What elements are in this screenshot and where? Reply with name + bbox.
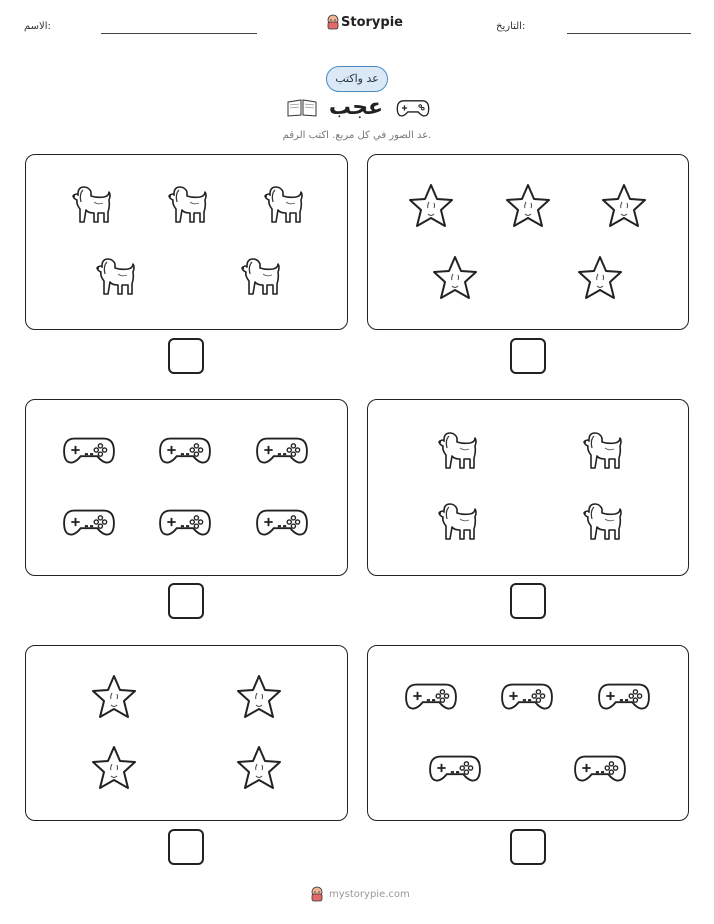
page-title: عجب [328, 95, 384, 120]
answer-box-mid-right[interactable] [510, 583, 546, 619]
star-icon [406, 182, 456, 230]
count-panel-top-left [25, 154, 348, 330]
dog-icon [575, 499, 627, 545]
storypie-mascot-icon [310, 886, 324, 902]
gamepad-icon [428, 751, 482, 785]
name-line[interactable] [101, 33, 257, 34]
count-panel-mid-right [367, 399, 689, 576]
dog-icon [430, 428, 482, 474]
date-label: التاريخ: [496, 21, 526, 32]
star-icon [234, 744, 284, 792]
activity-badge: عد واكتب [326, 66, 388, 92]
date-line[interactable] [567, 33, 691, 34]
answer-box-bottom-left[interactable] [168, 829, 204, 865]
answer-box-top-right[interactable] [510, 338, 546, 374]
star-icon [89, 744, 139, 792]
footer [310, 885, 410, 905]
name-label: الاسم: [24, 21, 51, 32]
gamepad-icon [573, 751, 627, 785]
gamepad-icon [597, 679, 651, 713]
count-panel-bottom-right [367, 645, 689, 821]
gamepad-icon [396, 98, 430, 118]
dog-icon [233, 254, 285, 300]
dog-icon [430, 499, 482, 545]
book-icon [286, 96, 318, 118]
gamepad-icon [500, 679, 554, 713]
star-icon [430, 254, 480, 302]
answer-box-mid-left[interactable] [168, 583, 204, 619]
gamepad-icon [255, 505, 309, 539]
star-icon [599, 182, 649, 230]
star-icon [503, 182, 553, 230]
star-icon [234, 673, 284, 721]
gamepad-icon [255, 433, 309, 467]
title-row [286, 95, 432, 123]
count-panel-mid-left [25, 399, 348, 576]
dog-icon [64, 182, 116, 228]
gamepad-icon [62, 505, 116, 539]
answer-box-bottom-right[interactable] [510, 829, 546, 865]
star-icon [89, 673, 139, 721]
dog-icon [88, 254, 140, 300]
count-panel-top-right [367, 154, 689, 330]
brand-name: Storypie [341, 15, 403, 30]
storypie-mascot-icon [326, 14, 340, 30]
star-icon [575, 254, 625, 302]
instruction-text: عد الصور في كل مربع. اكتب الرقم. [282, 130, 432, 141]
dog-icon [256, 182, 308, 228]
count-panel-bottom-left [25, 645, 348, 821]
gamepad-icon [158, 505, 212, 539]
footer-site[interactable]: mystorypie.com [329, 889, 410, 900]
gamepad-icon [404, 679, 458, 713]
answer-box-top-left[interactable] [168, 338, 204, 374]
dog-icon [575, 428, 627, 474]
brand-logo [326, 12, 403, 34]
gamepad-icon [158, 433, 212, 467]
dog-icon [160, 182, 212, 228]
gamepad-icon [62, 433, 116, 467]
